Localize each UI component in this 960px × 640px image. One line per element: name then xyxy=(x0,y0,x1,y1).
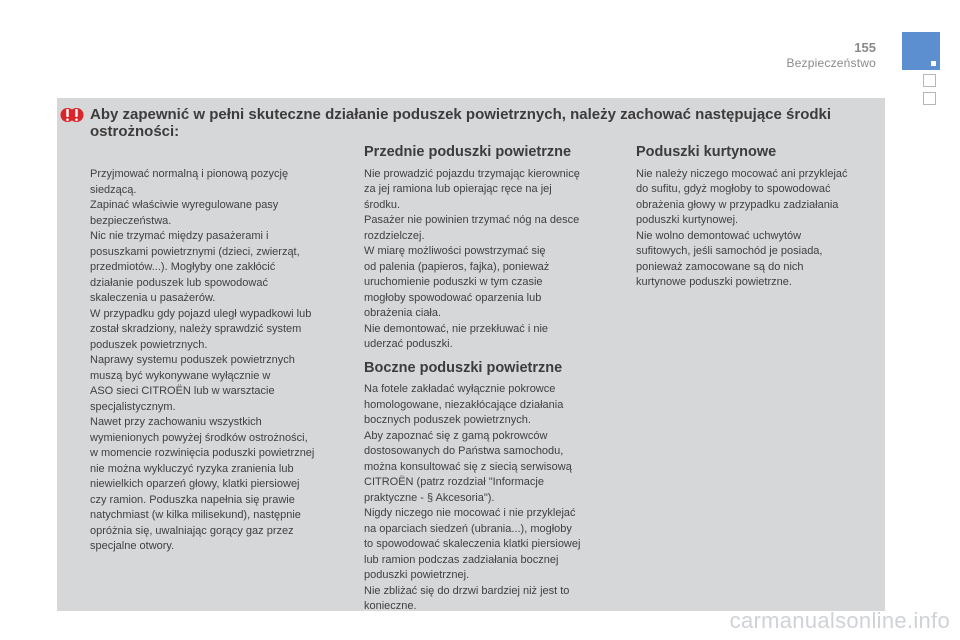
section-name: Bezpieczeństwo xyxy=(786,56,876,70)
curtain-airbags-column xyxy=(636,145,886,291)
front-side-airbags-column xyxy=(364,145,626,615)
side-airbags-heading: Boczne poduszki powietrzne xyxy=(364,359,563,376)
general-precautions-column xyxy=(90,167,352,555)
general-precautions-text: Przyjmować normalną i pionową pozycję siedzącą. Zapinać właściwie wyregulowane pasy bezpieczeństwa. Nic nie trzymać między pasażerami i posuszkami powietrznymi (dzieci, zwierząt, przedmiotów...). Mogłyby one zakłócić działanie poduszek lub spowodować skaleczenia u pasażerów. W przypadku gdy pojazd uległ wypadkowi lub został skradziony, należy sprawdzić system poduszek powietrznych. Naprawy systemu poduszek powietrznych muszą być wykonywane wyłącznie w ASO sieci CITROËN lub w warsztacie specjalistycznym. Nawet przy zachowaniu wszystkich wymienionych powyżej środków ostrożności, w momencie rozwinięcia poduszki powietrznej nie można wykluczyć ryzyka zranienia lub niewielkich oparzeń głowy, klatki piersiowej czy ramion. Poduszka napełnia się prawie natychmiast (w kilka milisekund), następnie opróżnia się, uwalniając gorący gaz przez specjalne otwory. xyxy=(90,168,315,552)
warning-title: Aby zapewnić w pełni skuteczne działanie poduszek powietrznych, należy zachować następujące środki ostrożności: xyxy=(90,106,832,140)
tab-marker-icon xyxy=(931,61,936,66)
front-airbags-heading: Przednie poduszki powietrzne xyxy=(364,144,572,160)
side-airbags-text: Na fotele zakładać wyłącznie pokrowce homologowane, niezakłócające działania bocznych poduszek powietrznych. Aby zapoznać się z gamą pokrowców dostosowanych do Państwa samochodu, można konsultować się z siecią serwisową CITROËN (patrz rozdział "Informacje praktyczne - § Akcesoria"). Nigdy niczego nie mocować i nie przyklejać na oparciach siedzeń (ubrania...), mogłoby to spowodować skaleczenia klatki piersiowej lub ramion podczas zadziałania bocznej poduszki powietrznej. Nie zbliżać się do drzwi bardziej niż jest to konieczne. xyxy=(364,383,581,612)
chapter-tab-empty[interactable] xyxy=(923,74,936,87)
page-number: 155 xyxy=(854,40,876,55)
watermark: carmanualsonline.info xyxy=(729,608,950,633)
warning-icon xyxy=(60,103,84,127)
curtain-airbags-heading: Poduszki kurtynowe xyxy=(636,144,777,160)
chapter-tab[interactable] xyxy=(902,32,940,70)
front-airbags-text: Nie prowadzić pojazdu trzymając kierownicę za jej ramiona lub opierając ręce na jej środku. Pasażer nie powinien trzymać nóg na desce rozdzielczej. W miarę możliwości powstrzymać się od palenia (papieros, fajka), ponieważ uruchomienie poduszki w tym czasie mogłoby spowodować oparzenia lub obrażenia ciała. Nie demontować, nie przekłuwać i nie uderzać poduszki. xyxy=(364,167,580,350)
chapter-tab-empty[interactable] xyxy=(923,92,936,105)
curtain-airbags-text: Nie należy niczego mocować ani przyklejać do sufitu, gdyż mogłoby to spowodować obrażenia głowy w przypadku zadziałania poduszki kurtynowej. Nie wolno demontować uchwytów sufitowych, jeśli samochód je posiada, ponieważ zamocowane są do nich kurtynowe poduszki powietrzne. xyxy=(636,167,848,288)
